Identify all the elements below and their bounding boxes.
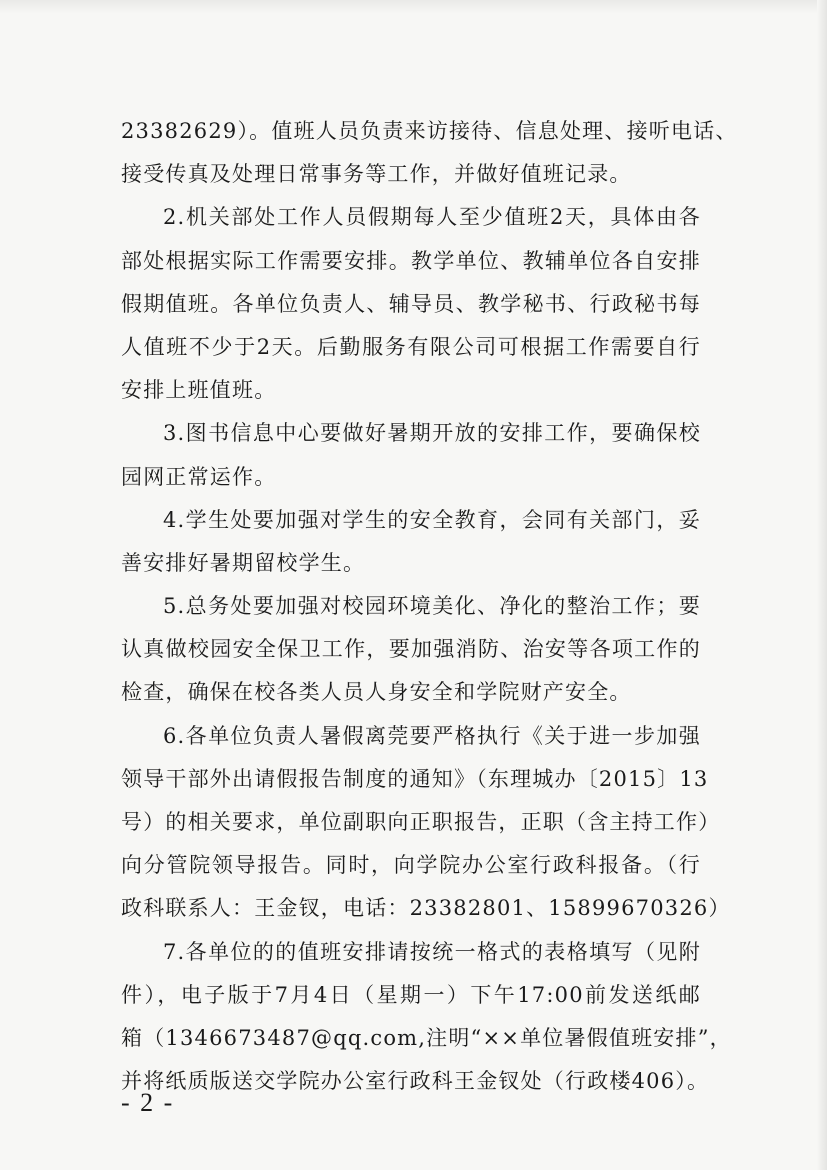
- text-line: 5.总务处要加强对校园环境美化、净化的整治工作；要: [163, 594, 701, 619]
- text-line: 件），电子版于7月4日（星期一）下午17:00前发送纸邮: [121, 982, 701, 1007]
- text-line: 号）的相关要求，单位副职向正职报告，正职（含主持工作）: [121, 810, 721, 834]
- document-body: [121, 110, 738, 1103]
- text-line: 并将纸质版送交学院办公室行政科王金钗处（行政楼406）。: [121, 1069, 710, 1094]
- text-line: 向分管院领导报告。同时，向学院办公室行政科报备。（行: [121, 853, 701, 878]
- scan-top-shadow: [0, 0, 827, 14]
- text-line: 假期值班。各单位负责人、辅导员、教学秘书、行政秘书每: [121, 291, 701, 316]
- scan-right-edge: [817, 0, 827, 1170]
- text-line: 箱（1346673487@qq.com,注明“××单位暑假值班安排”，: [121, 1025, 732, 1050]
- text-line: 7.各单位的的值班安排请按统一格式的表格填写（见附: [163, 939, 701, 964]
- text-line: 领导干部外出请假报告制度的通知》（东理城办〔2015〕13: [121, 766, 709, 791]
- text-line: 认真做校园安全保卫工作，要加强消防、治安等各项工作的: [121, 637, 701, 662]
- page-number: - 2 -: [121, 1088, 175, 1117]
- text-line: 政科联系人：王金钗，电话：23382801、15899670326）: [121, 896, 731, 921]
- text-line: 园网正常运作。: [121, 464, 277, 489]
- text-line: 善安排好暑期留校学生。: [121, 550, 366, 575]
- text-line: 部处根据实际工作需要安排。教学单位、教辅单位各自安排: [121, 248, 701, 273]
- text-line: 6.各单位负责人暑假离莞要严格执行《关于进一步加强: [163, 723, 701, 748]
- text-line: 4.学生处要加强对学生的安全教育，会同有关部门，妥: [163, 507, 701, 532]
- text-line: 23382629）。值班人员负责来访接待、信息处理、接听电话、: [121, 119, 738, 143]
- text-line: 接受传真及处理日常事务等工作，并做好值班记录。: [121, 162, 632, 187]
- text-line: 2.机关部处工作人员假期每人至少值班2天，具体由各: [163, 205, 701, 230]
- text-line: 3.图书信息中心要做好暑期开放的安排工作，要确保校: [163, 421, 701, 446]
- text-line: 人值班不少于2天。后勤服务有限公司可根据工作需要自行: [121, 334, 701, 359]
- text-line: 检查，确保在校各类人员人身安全和学院财产安全。: [121, 680, 632, 705]
- text-line: 安排上班值班。: [121, 378, 277, 403]
